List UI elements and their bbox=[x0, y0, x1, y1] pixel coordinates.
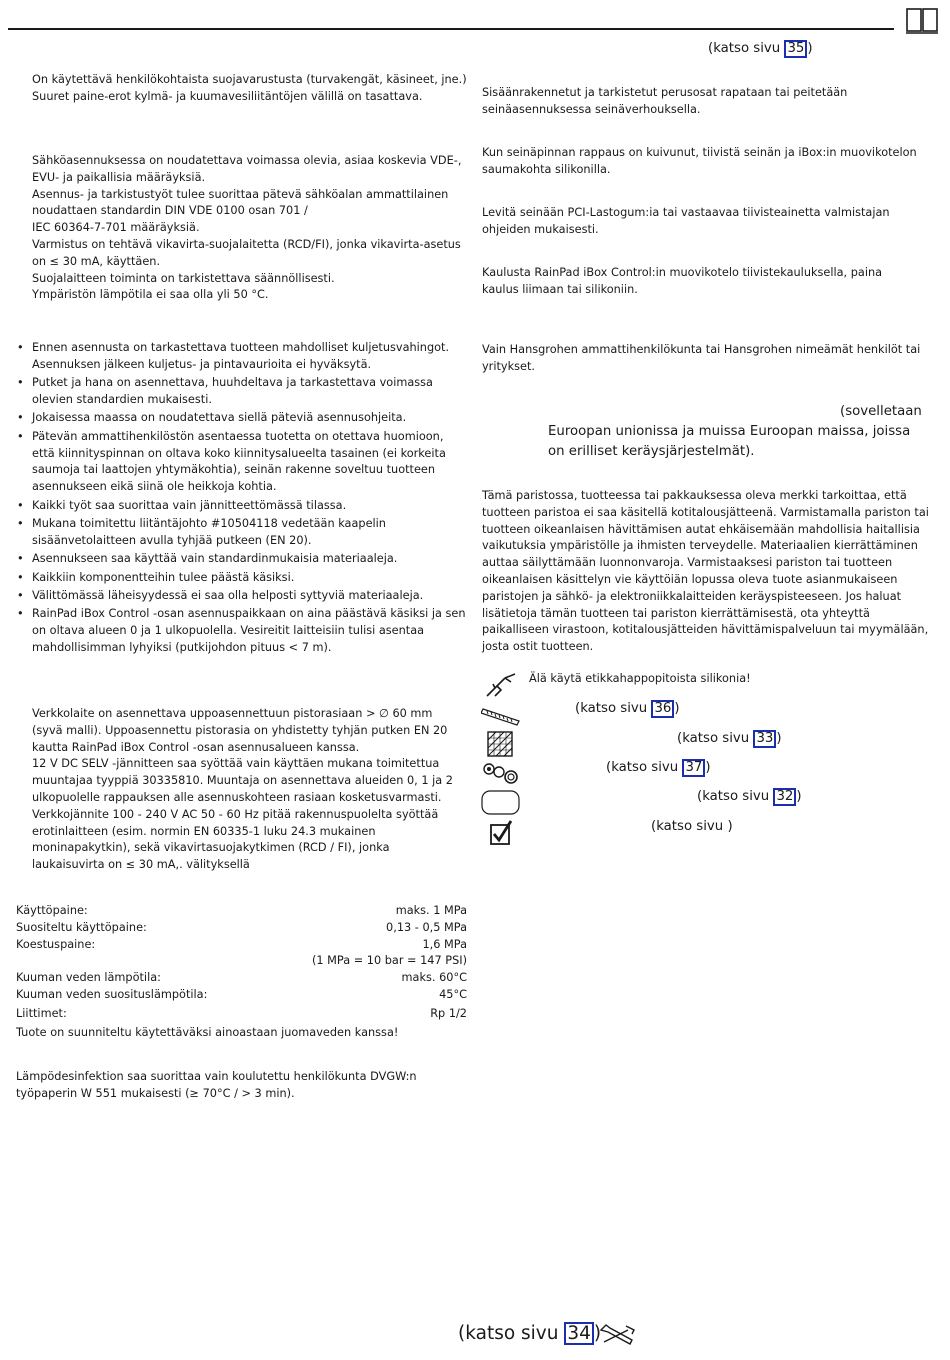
list-item: • Mukana toimitettu liitäntäjohto #10504118 vedetään kaapelin sisäänvetolaitteen avulla tyhjää putkeen (EN 20). bbox=[16, 516, 468, 550]
page-reference bbox=[651, 818, 733, 836]
service-text bbox=[482, 342, 922, 376]
power-text: Verkkojännite 100 - 240 V AC 50 - 60 Hz pitää rakennuspuolelta syöttää erotinlaitteen (esim. normin EN 60335-1 luku 24.3 mukainen moninapakytkin), sekä vikavirtasuojakytkimen (RCD / FI), jonka laukaisuvirta on ≤ 30 mA,. välityksellä bbox=[32, 807, 439, 872]
power-text: Verkkolaite on asennettava uppoasennettuun pistorasiaan > ∅ 60 mm (syvä malli). Uppoasennettu pistorasia on yhdistetty tyhjän putken EN 20 kautta RainPad iBox Control -osan asennusalueen kanssa. bbox=[32, 707, 448, 754]
list-item: • Kaikki työt saa suorittaa vain jännitteettömässä tilassa. bbox=[16, 498, 468, 515]
page-reference bbox=[697, 788, 802, 806]
electrical-text: Ympäristön lämpötila ei saa olla yli 50 °C. bbox=[32, 288, 269, 302]
electrical-text: Suojalaitteen toiminta on tarkistettava säännöllisesti. bbox=[32, 271, 335, 285]
sealant-text bbox=[482, 205, 922, 239]
list-item: • Pätevän ammattihenkilöstön asentaessa tuotetta on otettava huomioon, että kiinnityspinnan on oltava koko kiinnitysalueelta tasainen (ei korkeita saumoja tai laattojen yhtymäkohtia), seinän rakenne soveltuu tuotteen asennukseen eikä siinä ole heikkoja kohtia. bbox=[16, 429, 468, 496]
ref-prefix: (katso sivu bbox=[606, 760, 683, 775]
ref-suffix: ) bbox=[776, 731, 782, 746]
paragraph: Kaulusta RainPad iBox Control:in muovikotelo tiivistekauluksella, paina kaulus liimaan tai silikoniin. bbox=[482, 266, 883, 296]
spec-row bbox=[16, 903, 467, 920]
spec-value: maks. 1 MPa bbox=[395, 904, 467, 917]
spec-label: Koestuspaine: bbox=[16, 937, 96, 951]
footer-page-link[interactable]: 34 bbox=[564, 1322, 594, 1345]
spec-label: Liittimet: bbox=[16, 1006, 67, 1020]
electrical-text: Varmistus on tehtävä vikavirta-suojalaitetta (RCD/FI), jonka vikavirta-asetus on ≤ 30 mA, käyttäen. bbox=[32, 237, 461, 268]
electrical-text: Sähköasennuksessa on noudatettava voimassa olevia, asiaa koskevia VDE-, EVU- ja paikallisia määräyksiä. bbox=[32, 154, 462, 184]
list-item: • RainPad iBox Control -osan asennuspaikkaan on aina päästävä käsiksi ja sen on oltava alueen 0 ja 1 ulkopuolella. Vesireitit laitteisiin tulisi asentaa mahdollisimman lyhyiksi (putkijohdon pituus < 7 m). bbox=[16, 606, 468, 656]
ref-suffix: ) bbox=[593, 1323, 602, 1344]
list-item: • Putket ja hana on asennettava, huuhdeltava ja tarkastettava voimassa olevien standardien mukaisesti. bbox=[16, 375, 468, 409]
paragraph: Sisäänrakennetut ja tarkistetut perusosat rapataan tai peitetään seinäasennuksessa seinäverhouksella. bbox=[482, 86, 848, 116]
safety-text: On käytettävä henkilökohtaista suojavarustusta (turvakengät, käsineet, jne.) bbox=[32, 73, 467, 86]
safety-section bbox=[32, 72, 467, 106]
page-reference bbox=[606, 759, 711, 777]
spec-value: maks. 60°C bbox=[401, 971, 467, 985]
list-item: • Asennukseen saa käyttää vain standardinmukaisia materiaaleja. bbox=[16, 551, 468, 568]
spec-label: Kuuman veden lämpötila: bbox=[16, 971, 161, 985]
spare-parts-icon bbox=[481, 760, 521, 786]
spec-label: Käyttöpaine: bbox=[16, 904, 88, 917]
paragraph: Levitä seinään PCI-Lastogum:ia tai vastaavaa tiivisteainetta valmistajan ohjeiden mukaisesti. bbox=[482, 206, 890, 236]
spec-value: 45°C bbox=[439, 987, 467, 1001]
paragraph: Vain Hansgrohen ammattihenkilökunta tai Hansgrohen nimeämät henkilöt tai yritykset. bbox=[482, 343, 921, 373]
ref-suffix: ) bbox=[674, 701, 680, 716]
page-reference bbox=[575, 700, 680, 718]
spec-label: Suositeltu käyttöpaine: bbox=[16, 920, 147, 934]
header-ref-suffix: ) bbox=[807, 41, 813, 56]
silicone-gun-icon bbox=[481, 672, 521, 698]
technical-specs bbox=[16, 903, 467, 1041]
paragraph: Kun seinäpinnan rappaus on kuivunut, tiivistä seinän ja iBox:in muovikotelon saumakohta silikonilla. bbox=[482, 146, 917, 176]
ref-suffix: ) bbox=[796, 789, 802, 804]
spec-value: 1,6 MPa bbox=[422, 937, 467, 951]
ref-prefix: (katso sivu ) bbox=[651, 819, 733, 834]
collar-text bbox=[482, 265, 922, 299]
spec-value: (1 MPa = 10 bar = 147 PSI) bbox=[311, 954, 467, 968]
page-link[interactable]: 36 bbox=[651, 700, 674, 718]
power-text: 12 V DC SELV -jännitteen saa syöttää vain käyttäen mukana toimitettua muuntajaa tyyppiä 30335810. Muuntaja on asennettava alueiden 0, 1 ja 2 ulkopuolelle rappauksen alle asennuskohteen rasiaan kosketusvarmasti. bbox=[32, 757, 453, 804]
spec-row bbox=[16, 937, 467, 954]
battery-disposal-text bbox=[482, 488, 932, 656]
disinfection-section bbox=[16, 1069, 466, 1103]
page-link[interactable]: 33 bbox=[753, 730, 776, 748]
page-reference bbox=[677, 730, 782, 748]
book-icon bbox=[906, 8, 938, 34]
electrical-text: Asennus- ja tarkistustyöt tulee suorittaa pätevä sähköalan ammattilainen noudattaen standardin DIN VDE 0100 osan 701 / bbox=[32, 187, 449, 218]
spec-row bbox=[16, 920, 467, 937]
silicone-warning: Älä käytä etikkahappopitoista silikonia! bbox=[529, 672, 751, 685]
plastering-text bbox=[482, 85, 934, 119]
checkbox-icon bbox=[481, 820, 521, 846]
rounded-box-icon bbox=[481, 790, 521, 816]
header-page-reference bbox=[708, 40, 813, 58]
list-item: • Ennen asennusta on tarkastettava tuotteen mahdolliset kuljetusvahingot. Asennuksen jälkeen kuljetus- ja pintavaurioita ei hyväksytä. bbox=[16, 340, 468, 374]
drinking-water-note: Tuote on suunniteltu käytettäväksi ainoastaan juomaveden kanssa! bbox=[16, 1025, 399, 1039]
footer-page-reference bbox=[458, 1321, 601, 1346]
list-item: • Välittömässä läheisyydessä ei saa olla helposti syttyviä materiaaleja. bbox=[16, 588, 468, 605]
header-page-link[interactable]: 35 bbox=[784, 40, 807, 58]
spec-row bbox=[16, 1006, 467, 1023]
ref-prefix: (katso sivu bbox=[677, 731, 754, 746]
spec-value: 0,13 - 0,5 MPa bbox=[386, 920, 467, 934]
spec-value: Rp 1/2 bbox=[430, 1006, 467, 1020]
silicone-seal-text bbox=[482, 145, 922, 179]
disinfection-text: Lämpödesinfektion saa suorittaa vain koulutettu henkilökunta DVGW:n työpaperin W 551 mukaisesti (≥ 70°C / > 3 min). bbox=[16, 1070, 417, 1100]
list-item: • Kaikkiin komponentteihin tulee päästä käsiksi. bbox=[16, 570, 468, 587]
header-ref-prefix: (katso sivu bbox=[708, 41, 785, 56]
safety-text: Suuret paine-erot kylmä- ja kuumavesiliitäntöjen välillä on tasattava. bbox=[32, 89, 423, 103]
installation-bullets bbox=[16, 340, 468, 658]
electrical-section bbox=[32, 153, 462, 304]
ref-prefix: (katso sivu bbox=[575, 701, 652, 716]
list-item: • Jokaisessa maassa on noudatettava siellä päteviä asennusohjeita. bbox=[16, 410, 468, 427]
wrench-icon bbox=[598, 1322, 638, 1346]
spec-label: Kuuman veden suosituslämpötila: bbox=[16, 987, 208, 1001]
paragraph: Tämä paristossa, tuotteessa tai pakkauksessa oleva merkki tarkoittaa, että tuotteen paristoa ei saa käsitellä kotitalousjätteenä. Varmistamalla pariston tai tuotteen oikeanlaisen hävittämisen autat ehkäisemään mahdollisia haitallisia vaikutuksia ympäristölle ja ihmisten terveydelle. Materiaalien kierrättäminen auttaa säilyttämään luonnonvaroja. Varmistaaksesi pariston tai tuotteen oikeanlaisen käsittelyn vie käyttöiän lopussa oleva tuote asianmukaiseen paristojen ja sähkö- ja elektroniikkalaitteiden keräyspisteeseen. Jos haluat lisätietoja tämän tuotteen tai pariston kierrättämisestä, ota yhteyttä paikalliseen virastoon, kotitalousjätteiden hävittämispalveluun tai myymälään, josta ostit tuotteen. bbox=[482, 489, 929, 654]
power-supply-section bbox=[32, 706, 464, 874]
page-link[interactable]: 37 bbox=[682, 759, 705, 777]
page-link[interactable]: 32 bbox=[773, 788, 796, 806]
ref-prefix: (katso sivu bbox=[458, 1323, 565, 1344]
ref-suffix: ) bbox=[705, 760, 711, 775]
eu-disposal-line2: Euroopan unionissa ja muissa Euroopan maissa, joissa on erilliset keräysjärjestelmät). bbox=[548, 424, 911, 459]
hatched-square-icon bbox=[481, 731, 521, 757]
header-rule bbox=[8, 28, 894, 30]
eu-disposal-line1: (sovelletaan bbox=[840, 404, 922, 419]
spec-row bbox=[16, 953, 467, 970]
electrical-text: IEC 60364-7-701 määräyksiä. bbox=[32, 221, 200, 235]
spec-row bbox=[16, 970, 467, 987]
spec-row bbox=[16, 987, 467, 1004]
ruler-icon bbox=[481, 701, 521, 727]
ref-prefix: (katso sivu bbox=[697, 789, 774, 804]
